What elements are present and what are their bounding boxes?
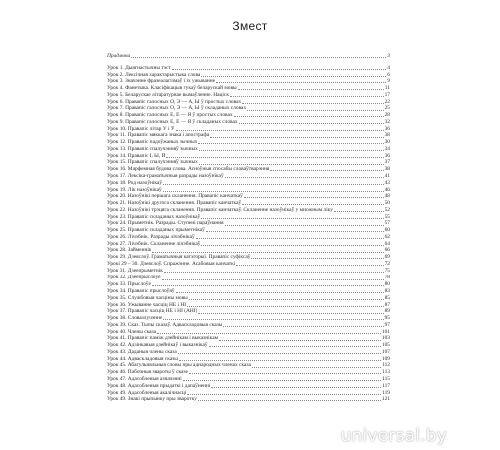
toc-row <box>107 396 390 403</box>
toc-row <box>107 308 390 315</box>
toc-entry-page: 109 <box>381 355 390 362</box>
toc-row <box>107 315 390 322</box>
dot-leader <box>163 319 383 320</box>
dot-leader <box>201 218 383 219</box>
toc-entry-title: Урок 1. Дыягнастычны тэст <box>107 64 171 71</box>
toc-row <box>107 207 390 214</box>
dot-leader <box>234 116 384 117</box>
toc-entry-title: Урок 46. Пабочныя звароты ў сказе <box>107 369 188 376</box>
dot-leader <box>164 272 384 273</box>
dot-leader <box>183 380 381 381</box>
dot-leader <box>187 394 381 395</box>
toc-row <box>107 78 390 85</box>
dot-leader <box>189 373 381 374</box>
toc-row <box>107 335 390 342</box>
toc-entry-title: Урок 43. Даданыя члены сказа <box>107 348 177 355</box>
dot-leader <box>270 170 383 171</box>
dot-leader <box>251 258 383 259</box>
toc-entry-title: Урок 39. Сказ. Тыпы сказаў. Адваскладовыя сказы <box>107 321 223 328</box>
toc-entry-title: Урок 27. Лічэбнік. Скланенне лічэбнікаў <box>107 240 201 247</box>
toc-row <box>107 383 390 390</box>
toc-entry-page: 117 <box>382 382 390 389</box>
toc-entry-title: Урок 40. Члены сказа <box>107 328 157 335</box>
toc-entry-page: 4 <box>387 64 390 71</box>
dot-leader <box>223 326 383 327</box>
dot-leader <box>198 313 383 314</box>
toc-entry-page: 9 <box>387 78 390 85</box>
dot-leader <box>176 292 384 293</box>
toc-row <box>107 369 390 376</box>
toc-row <box>107 173 390 180</box>
toc-row <box>107 153 390 160</box>
toc-row <box>107 200 390 207</box>
toc-entry-title: Урок 20. Назоўнікі першага скланення. Правапіс канчаткаў <box>107 193 243 200</box>
toc-entry-title: Урок 11. Правапіс мяккага знака і апострафа <box>107 132 210 139</box>
toc-entry-page: 25 <box>384 105 390 112</box>
toc-entry-title: Урок 7. Правапіс галосных О, Э — А, Ы ў складаных словах <box>107 105 247 112</box>
toc-entry-page: 34 <box>384 145 390 152</box>
dot-leader <box>189 299 384 300</box>
toc-entry-page: 78 <box>384 274 390 281</box>
toc-row <box>107 247 390 254</box>
toc-entry-title: Урок 48. Адасобленыя прыдаткі і дапаўненні <box>107 382 211 389</box>
toc-entry-title: Урок 25. Правапіс складаных прыметнікаў <box>107 227 205 234</box>
toc-row <box>107 261 390 268</box>
dot-leader <box>211 387 381 388</box>
dot-leader <box>199 150 384 151</box>
dot-leader <box>162 279 384 280</box>
toc-row <box>107 53 390 60</box>
toc-entry-page: 50 <box>384 200 390 207</box>
toc-row <box>107 254 390 261</box>
toc-entry-title: Урок 24. Прыметнік. Разрады. Ступені параўнання <box>107 220 224 227</box>
toc-entry-page: 103 <box>381 335 390 342</box>
toc-row <box>107 329 390 336</box>
toc-entry-page: 87 <box>384 301 390 308</box>
toc-entry-title: Урок 13. Правапіс спалучэнняў зычных <box>107 145 198 152</box>
dot-leader <box>210 137 383 138</box>
toc-entry-page: 32 <box>384 118 390 125</box>
toc-entry-title: Урок 32. Дзеепрыслоўе <box>107 274 161 281</box>
toc-row <box>107 349 390 356</box>
dot-leader <box>209 346 381 347</box>
toc-entry-page: 52 <box>384 206 390 213</box>
dot-leader <box>198 400 381 401</box>
toc-row <box>107 275 390 282</box>
dot-leader <box>166 157 383 158</box>
toc-row <box>107 220 390 227</box>
dot-leader <box>201 245 383 246</box>
dot-leader <box>244 197 384 198</box>
dot-leader <box>178 353 381 354</box>
toc-row <box>107 92 390 99</box>
toc-entry-title: Урок 26. Лічэбнік. Разрады лічэбнікаў <box>107 233 195 240</box>
toc-row <box>107 234 390 241</box>
dot-leader <box>242 103 383 104</box>
dot-leader <box>239 123 384 124</box>
toc-entry-title: Урокі 29 – 30. Дзеяслоў. Спражэнне. Асабовыя канчаткі <box>107 260 236 267</box>
toc-entry-title: Прадмова <box>107 53 131 59</box>
toc-row <box>107 65 390 72</box>
toc-entry-page: 115 <box>382 375 390 382</box>
toc-entry-page: 30 <box>384 139 390 146</box>
toc-entry-title: Урок 29. Дзеяслоў. Граматычныя катэгорыі. Правапіс суфіксаў <box>107 254 251 261</box>
toc-row <box>107 126 390 133</box>
toc-entry-title: Урок 49. Знакі прыпынку пры зваротку <box>107 396 197 403</box>
dot-leader <box>163 191 384 192</box>
dot-leader <box>176 130 384 131</box>
toc-entry-page: 22 <box>384 98 390 105</box>
dot-leader <box>152 252 383 253</box>
toc-entry-title: Урок 12. Правапіс падоўжаных зычных <box>107 139 198 146</box>
toc-entry-title: Урок 33. Прыслоўе <box>107 281 151 288</box>
dot-leader <box>201 76 386 77</box>
toc-entry-page: 48 <box>384 193 390 200</box>
toc-entry-page: 36 <box>384 152 390 159</box>
toc-entry-page: 38 <box>384 166 390 173</box>
toc-entry-page: 43 <box>384 179 390 186</box>
toc-entry-title: Урок 31. Дзеепрыметнік <box>107 267 163 274</box>
dot-leader <box>157 333 381 334</box>
toc-entry-page: 6 <box>387 71 390 78</box>
dot-leader <box>187 306 384 307</box>
toc-entry-page: 83 <box>384 288 390 295</box>
dot-leader <box>238 89 384 90</box>
toc-entry-title: Урок 21. Назоўнікі другога скланення. Правапіс канчаткаў <box>107 200 242 207</box>
toc-row <box>107 356 390 363</box>
dot-leader <box>163 184 384 185</box>
toc-entry-page: 11 <box>384 85 390 92</box>
toc-row <box>107 72 390 79</box>
toc-entry-title: Урок 28. Займеннік <box>107 247 152 254</box>
toc-row <box>107 281 390 288</box>
toc-entry-page: 89 <box>384 308 390 315</box>
toc-row <box>107 295 390 302</box>
toc-row <box>107 288 390 295</box>
toc-entry-title: Урок 22. Назоўнікі трэцяга скланення. Правапіс канчаткаў. Скланенне назоўнікаў у множным ліку <box>107 206 333 213</box>
toc-row <box>107 227 390 234</box>
toc-row <box>107 214 390 221</box>
dot-leader <box>216 82 386 83</box>
dot-leader <box>247 110 383 111</box>
toc-entry-page: 62 <box>384 233 390 240</box>
toc-entry-title: Урок 37. Правапіс часціц НЕ і НІ (АНІ) <box>107 308 198 315</box>
toc-row <box>107 302 390 309</box>
toc-row <box>107 139 390 146</box>
toc-entry-title: Урок 38. Словазлучэнне <box>107 315 163 322</box>
toc-entry-page: 17 <box>384 91 390 98</box>
dot-leader <box>219 340 381 341</box>
toc-entry-page: 69 <box>384 254 390 261</box>
toc-row <box>107 166 390 173</box>
toc-entry-title: Урок 8. Правапіс галосных Е, Ё — Я ў простых словах <box>107 112 233 119</box>
toc-entry-page: 101 <box>381 328 390 335</box>
toc-entry-page: 85 <box>384 294 390 301</box>
toc-entry-title: Урок 45. Абагульняльныя словы пры аднародных членах сказа <box>107 362 251 369</box>
toc-entry-page: 28 <box>384 112 390 119</box>
dot-leader <box>179 360 381 361</box>
dot-leader <box>199 164 384 165</box>
toc-row <box>107 241 390 248</box>
toc-entry-title: Урок 9. Правапіс галосных Е, Ё — Я ў складаных словах <box>107 118 238 125</box>
toc-entry-title: Урок 19. Лік назоўнікаў <box>107 186 162 193</box>
toc-entry-page: 36 <box>384 125 390 132</box>
toc-entry-page: 72 <box>384 260 390 267</box>
dot-leader <box>206 231 384 232</box>
toc-entry-page: 38 <box>384 132 390 139</box>
toc-entry-title: Урок 3. Значэнне фразеалагізмаў і іх ужыванне <box>107 78 216 85</box>
toc-row <box>107 322 390 329</box>
toc-row <box>107 376 390 383</box>
watermark: universal.by <box>340 426 447 446</box>
toc-entry-page: 113 <box>382 369 390 376</box>
dot-leader <box>334 211 384 212</box>
toc-entry-page: 95 <box>384 315 390 322</box>
toc-entry-page: 3 <box>387 53 390 59</box>
toc-entry-title: Урок 23. Правапіс складаных назоўнікаў <box>107 213 201 220</box>
toc-entry-page: 64 <box>384 240 390 247</box>
toc-entry-title: Урок 41. Правапіс паміж дзейнікам і выказнікам <box>107 335 219 342</box>
toc-row <box>107 193 390 200</box>
toc-entry-page: 57 <box>384 220 390 227</box>
toc-row <box>107 362 390 369</box>
toc-entry-title: Урок 2. Лексічная характарыстыка слова <box>107 71 201 78</box>
toc-entry-title: Урок 5. Беларускае літаратурнае вымаўленне. Націск <box>107 91 229 98</box>
toc-row <box>107 85 390 92</box>
toc-entry-page: 41 <box>384 173 390 179</box>
toc-entry-page: 75 <box>384 267 390 274</box>
toc-entry-title: Урок 14. Правапіс І, Ы, Й <box>107 152 166 159</box>
dot-leader <box>252 367 381 368</box>
dot-leader <box>225 177 384 178</box>
toc-row <box>107 146 390 153</box>
toc-row <box>107 268 390 275</box>
toc-entry-page: 112 <box>382 362 390 369</box>
toc-entry-title: Урок 10. Правапіс літар У і Ў <box>107 125 175 132</box>
toc-entry-title: Урок 44. Адваскладовыя сказы <box>107 355 178 362</box>
toc-entry-title: Урок 47. Адасобленыя азначэнні <box>107 375 182 382</box>
page-title: Змест <box>232 19 268 33</box>
toc-entry-page: 107 <box>381 348 390 355</box>
toc-row <box>107 390 390 397</box>
toc-entry-page: 80 <box>384 281 390 288</box>
toc-entry-page: 66 <box>384 247 390 254</box>
toc-entry-title: Урок 18. Род назоўнікаў <box>107 179 163 186</box>
dot-leader <box>172 69 386 70</box>
toc-row <box>107 187 390 194</box>
toc-entry-title: Урок 34. Правапіс прыслоўяў <box>107 288 175 295</box>
toc-row <box>107 112 390 119</box>
toc-entry-title: Урок 36. Ужыванне часціц НЕ і НІ <box>107 301 187 308</box>
toc-row <box>107 99 390 106</box>
toc-entry-page: 46 <box>384 186 390 193</box>
toc-row <box>107 132 390 139</box>
toc-entry-title: Урок 4. Фанетыка. Класіфікацыя гукаў беларускай мовы <box>107 85 237 92</box>
dot-leader <box>242 204 383 205</box>
toc-entry-title: Урок 42. Адзінкавыя дзейнікаў і выказнікаў <box>107 342 208 349</box>
toc-entry-title: Урок 17. Лексіка-граматычныя разрады назоўнікаў <box>107 173 224 179</box>
dot-leader <box>225 225 384 226</box>
table-of-contents <box>107 53 390 403</box>
dot-leader <box>152 285 384 286</box>
toc-entry-page: 55 <box>384 213 390 220</box>
toc-entry-title: Урок 49. Адасобленыя акалічнасці <box>107 389 187 396</box>
toc-row <box>107 180 390 187</box>
toc-entry-title: Урок 6. Правапіс галосных О, Э — А, Ы ў простых словах <box>107 98 242 105</box>
toc-row <box>107 342 390 349</box>
toc-entry-page: 121 <box>381 396 390 403</box>
toc-entry-page: 97 <box>384 321 390 328</box>
dot-leader <box>230 96 384 97</box>
dot-leader <box>196 238 384 239</box>
toc-row <box>107 159 390 166</box>
dot-leader <box>131 57 386 58</box>
toc-row <box>107 105 390 112</box>
toc-entry-page: 37 <box>384 159 390 166</box>
toc-entry-page: 105 <box>381 342 390 349</box>
toc-entry-title: Урок 35. Службовыя часціны мовы <box>107 294 188 301</box>
dot-leader <box>236 265 383 266</box>
toc-row <box>107 119 390 126</box>
toc-entry-page: 60 <box>384 227 390 234</box>
dot-leader <box>198 143 383 144</box>
toc-entry-title: Урок 16. Марфемная будова слова. Асноўныя спосабы словаўтварэння <box>107 166 270 173</box>
toc-entry-title: Урок 15. Правапіс спалучэнняў зычных <box>107 159 198 166</box>
toc-entry-page: 119 <box>382 389 390 396</box>
